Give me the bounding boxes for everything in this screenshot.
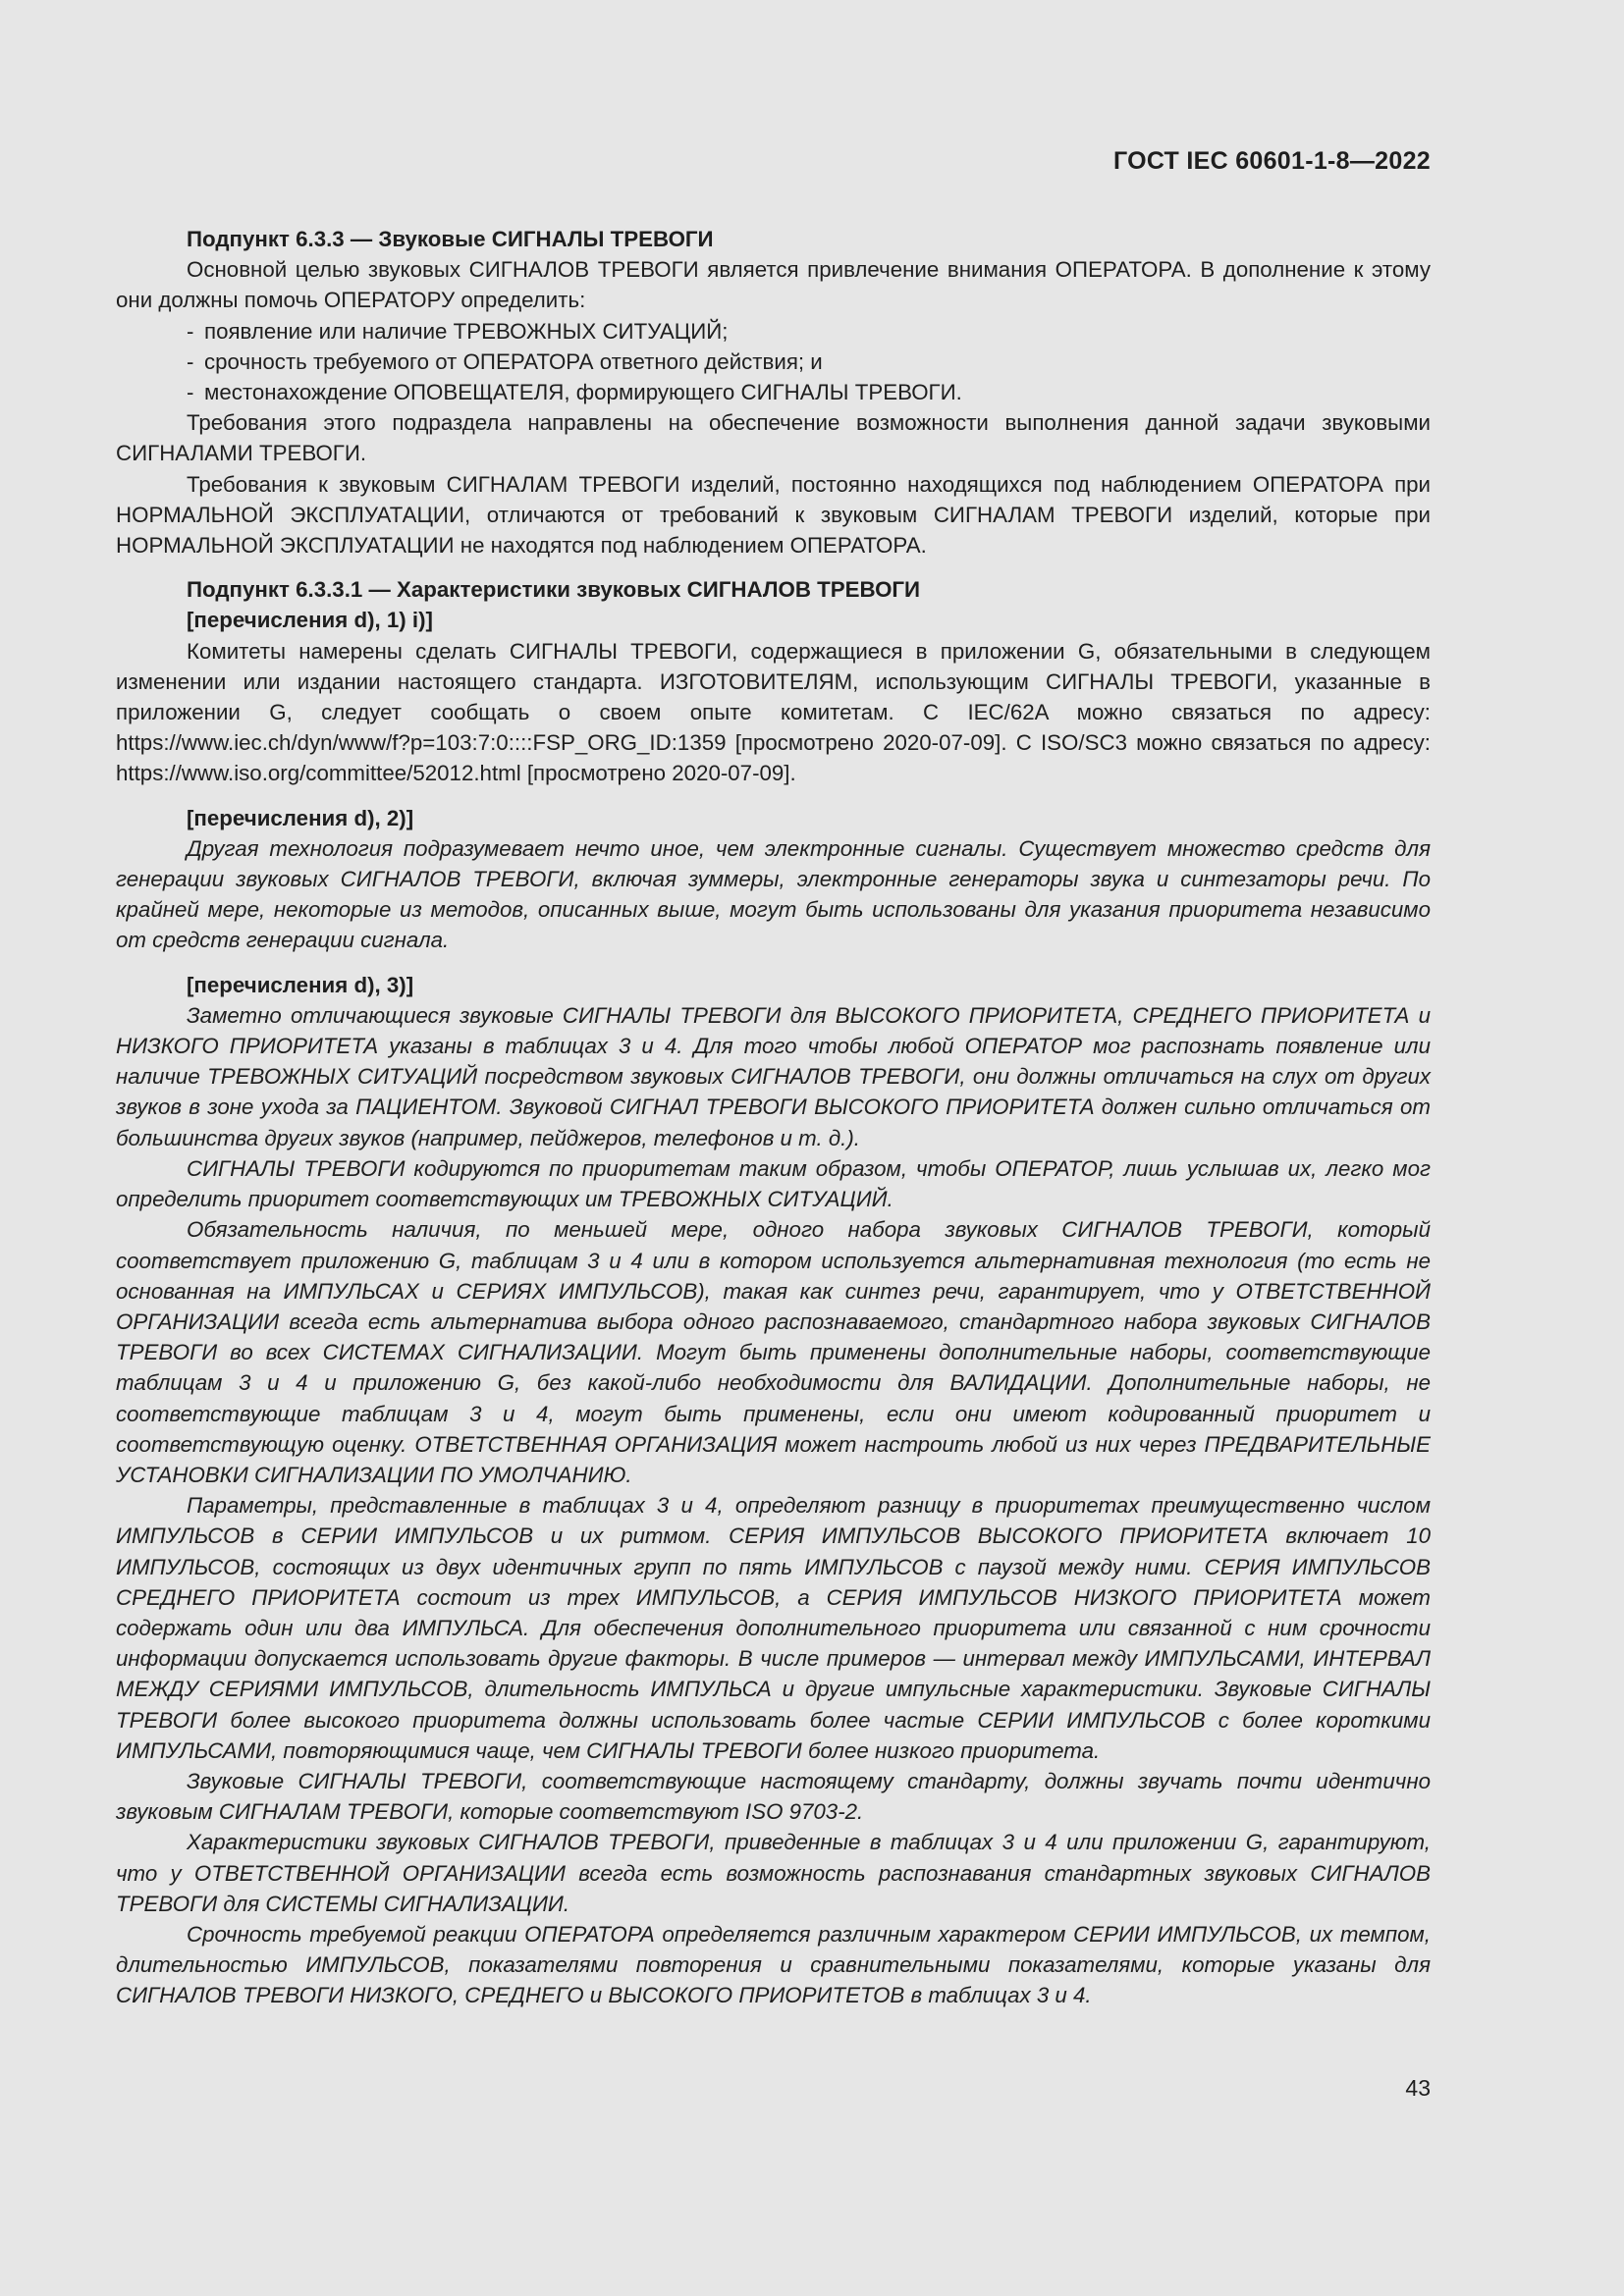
section-title-6-3-3: Подпункт 6.3.3 — Звуковые СИГНАЛЫ ТРЕВОГИ xyxy=(187,227,714,251)
list-item-text: местонахождение ОПОВЕЩАТЕЛЯ, формирующего СИГНАЛЫ ТРЕВОГИ. xyxy=(204,380,962,405)
list-item: - срочность требуемого от ОПЕРАТОРА ответного действия; и xyxy=(187,348,823,374)
subsection-title: [перечисления d), 3)] xyxy=(187,972,414,997)
paragraph: Срочность требуемой реакции ОПЕРАТОРА определяется различным характером СЕРИИ ИМПУЛЬСОВ, их темпом, длительностью ИМПУЛЬСОВ, показателями повторения и сравнительными показателями, которые указаны для СИГНАЛОВ ТРЕВОГИ НИЗКОГО, СРЕДНЕГО и ВЫСОКОГО ПРИОРИТЕТОВ в таблицах 3 и 4. xyxy=(116,1921,1431,2008)
list-item: - местонахождение ОПОВЕЩАТЕЛЯ, формирующего СИГНАЛЫ ТРЕВОГИ. xyxy=(187,380,962,405)
paragraph: Другая технология подразумевает нечто иное, чем электронные сигналы. Существует множество средств для генерации звуковых СИГНАЛОВ ТРЕВОГИ, включая зуммеры, электронные генераторы звука и синтезаторы речи. По крайней мере, некоторые из методов, описанных выше, могут быть использованы для указания приоритета независимо от средств генерации сигнала. xyxy=(116,835,1431,953)
paragraph: Характеристики звуковых СИГНАЛОВ ТРЕВОГИ, приведенные в таблицах 3 и 4 или приложении G, гарантируют, что у ОТВЕТСТВЕННОЙ ОРГАНИЗАЦИИ всегда есть возможность распознавания стандартных звуковых СИГНАЛОВ ТРЕВОГИ для СИСТЕМЫ СИГНАЛИЗАЦИИ. xyxy=(116,1830,1431,1916)
document-code: ГОСТ IEC 60601-1-8—2022 xyxy=(1112,147,1431,175)
list-item-text: срочность требуемого от ОПЕРАТОРА ответного действия; и xyxy=(204,348,823,374)
paragraph: Параметры, представленные в таблицах 3 и 4, определяют разницу в приоритетах преимущественно числом ИМПУЛЬСОВ в СЕРИИ ИМПУЛЬСОВ и их ритмом. СЕРИЯ ИМПУЛЬСОВ ВЫСОКОГО ПРИОРИТЕТА включает 10 ИМПУЛЬСОВ, состоящих из двух идентичных групп по пять ИМПУЛЬСОВ с паузой между ними. СЕРИЯ ИМПУЛЬСОВ СРЕДНЕГО ПРИОРИТЕТА состоит из трех ИМПУЛЬСОВ, а СЕРИЯ ИМПУЛЬСОВ НИЗКОГО ПРИОРИТЕТА может содержать один или два ИМПУЛЬСА. Для обеспечения дополнительного приоритета или связанной с ним срочности информации допускается использовать другие факторы. В числе примеров — интервал между ИМПУЛЬСАМИ, ИНТЕРВАЛ МЕЖДУ СЕРИЯМИ ИМПУЛЬСОВ, длительность ИМПУЛЬСА и другие импульсные характеристики. Звуковые СИГНАЛЫ ТРЕВОГИ более высокого приоритета должны использовать более частые СЕРИИ ИМПУЛЬСОВ с более короткими ИМПУЛЬСАМИ, повторяющимися чаще, чем СИГНАЛЫ ТРЕВОГИ более низкого приоритета. xyxy=(116,1493,1431,1763)
paragraph: Обязательность наличия, по меньшей мере, одного набора звуковых СИГНАЛОВ ТРЕВОГИ, который соответствует приложению G, таблицам 3 и 4 или в котором используется альтернативная технология (то есть не основанная на ИМПУЛЬСАХ и СЕРИЯХ ИМПУЛЬСОВ), такая как синтез речи, гарантирует, что у ОТВЕТСТВЕННОЙ ОРГАНИЗАЦИИ всегда есть альтернатива выбора одного распознаваемого, стандартного набора звуковых СИГНАЛОВ ТРЕВОГИ во всех СИСТЕМАХ СИГНАЛИЗАЦИИ. Могут быть применены дополнительные наборы, соответствующие таблицам 3 и 4 и приложению G, без какой-либо необходимости для ВАЛИДАЦИИ. Дополнительные наборы, не соответствующие таблицам 3 и 4, могут быть применены, если они имеют кодированный приоритет и соответствующую оценку. ОТВЕТСТВЕННАЯ ОРГАНИЗАЦИЯ может настроить любой из них через ПРЕДВАРИТЕЛЬНЫЕ УСТАНОВКИ СИГНАЛИЗАЦИИ ПО УМОЛЧАНИЮ. xyxy=(116,1217,1431,1487)
paragraph: Заметно отличающиеся звуковые СИГНАЛЫ ТРЕВОГИ для ВЫСОКОГО ПРИОРИТЕТА, СРЕДНЕГО ПРИОРИТЕТА и НИЗКОГО ПРИОРИТЕТА указаны в таблицах 3 и 4. Для того чтобы любой ОПЕРАТОР мог распознать появление или наличие ТРЕВОЖНЫХ СИТУАЦИЙ посредством звуковых СИГНАЛОВ ТРЕВОГИ, они должны отличаться на слух от других звуков в зоне ухода за ПАЦИЕНТОМ. Звуковой СИГНАЛ ТРЕВОГИ ВЫСОКОГО ПРИОРИТЕТА должен сильно отличаться от большинства других звуков (например, пейджеров, телефонов и т. д.). xyxy=(116,1002,1431,1150)
list-item: - появление или наличие ТРЕВОЖНЫХ СИТУАЦИЙ; xyxy=(187,318,729,344)
paragraph: Звуковые СИГНАЛЫ ТРЕВОГИ, соответствующие настоящему стандарту, должны звучать почти идентично звуковым СИГНАЛАМ ТРЕВОГИ, которые соответствуют ISO 9703-2. xyxy=(116,1768,1431,1825)
subsection-title: [перечисления d), 2)] xyxy=(187,805,414,830)
paragraph: Требования к звуковым СИГНАЛАМ ТРЕВОГИ изделий, постоянно находящихся под наблюдением ОПЕРАТОРА при НОРМАЛЬНОЙ ЭКСПЛУАТАЦИИ, отличаются от требований к звуковым СИГНАЛАМ ТРЕВОГИ изделий, которые при НОРМАЛЬНОЙ ЭКСПЛУАТАЦИИ не находятся под наблюдением ОПЕРАТОРА. xyxy=(116,471,1431,559)
paragraph: Комитеты намерены сделать СИГНАЛЫ ТРЕВОГИ, содержащиеся в приложении G, обязательными в следующем изменении или издании настоящего стандарта. ИЗГОТОВИТЕЛЯМ, использующим СИГНАЛЫ ТРЕВОГИ, указанные в приложении G, следует сообщать о своем опыте комитетам. С IEC/62A можно связаться по адресу: https://www.iec.ch/dyn/www/f?p=103:7:0::::FSP_ORG_ID:1359 [просмотрено 2020-07-09]. С ISO/SC3 можно связаться по адресу: https://www.iso.org/committee/52012.html [просмотрено 2020-07-09]. xyxy=(116,638,1431,786)
subsection-title: [перечисления d), 1) i)] xyxy=(187,608,433,633)
list-item-text: появление или наличие ТРЕВОЖНЫХ СИТУАЦИЙ; xyxy=(204,318,729,344)
section-title-6-3-3-1: Подпункт 6.3.3.1 — Характеристики звуковых СИГНАЛОВ ТРЕВОГИ xyxy=(187,577,921,603)
paragraph: СИГНАЛЫ ТРЕВОГИ кодируются по приоритетам таким образом, чтобы ОПЕРАТОР, лишь услышав их, легко мог определить приоритет соответствующих им ТРЕВОЖНЫХ СИТУАЦИЙ. xyxy=(116,1155,1431,1212)
page-body xyxy=(116,224,1431,2011)
paragraph: Требования этого подраздела направлены на обеспечение возможности выполнения данной задачи звуковыми СИГНАЛАМИ ТРЕВОГИ. xyxy=(116,410,1431,466)
paragraph: Основной целью звуковых СИГНАЛОВ ТРЕВОГИ является привлечение внимания ОПЕРАТОРА. В дополнение к этому они должны помочь ОПЕРАТОРУ определить: xyxy=(116,257,1431,313)
page-number: 43 xyxy=(1405,2075,1431,2101)
